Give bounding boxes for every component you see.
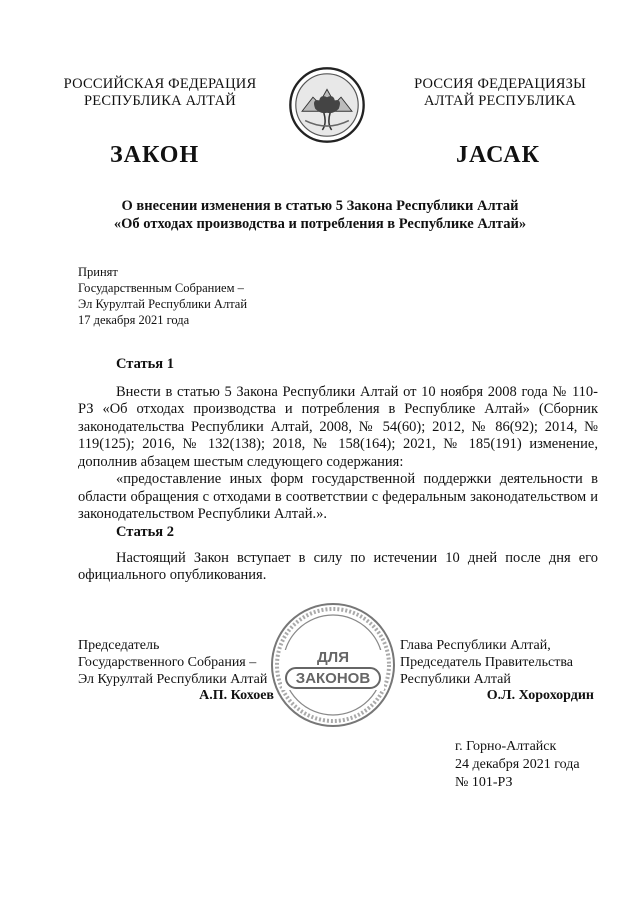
signature-right	[400, 637, 600, 688]
document-title	[40, 197, 600, 233]
article-1-paragraph-2: «предоставление иных форм государственной поддержки деятельности в области обращения с отходами в соответствии с федеральным законодательством и законодательством Республики Алтай.».	[78, 471, 598, 522]
place-and-date	[455, 738, 580, 792]
header-right	[380, 76, 620, 110]
article-1-heading: Статья 1	[116, 356, 174, 372]
stamp-line-2: ЗАКОНОВ	[295, 670, 371, 687]
signature-right-line-1: Глава Республики Алтай,	[400, 638, 551, 653]
coat-of-arms-emblem	[288, 66, 366, 144]
law-number: № 101-РЗ	[455, 775, 513, 790]
header-right-line-1: РОССИЯ ФЕДЕРАЦИЯЗЫ	[414, 76, 586, 92]
header-right-line-2: АЛТАЙ РЕСПУБЛИКА	[424, 93, 576, 109]
article-2	[78, 524, 598, 585]
signatory-name-left: А.П. Кохоев	[199, 688, 274, 703]
header-left	[40, 76, 280, 110]
header-left-line-1: РОССИЙСКАЯ ФЕДЕРАЦИЯ	[63, 76, 257, 92]
article-2-paragraph-1: Настоящий Закон вступает в силу по истечении 10 дней после дня его официального опубликования.	[78, 549, 598, 583]
stamp-seal	[268, 600, 398, 730]
law-title-russian: ЗАКОН	[110, 142, 200, 168]
article-2-heading: Статья 2	[116, 524, 174, 540]
accepted-line-1: Принят	[78, 265, 118, 279]
accepted-date: 17 декабря 2021 года	[78, 313, 190, 327]
signature-left	[78, 637, 278, 688]
signatory-name-right: О.Л. Хорохордин	[486, 688, 594, 703]
stamp-line-1: ДЛЯ	[317, 649, 349, 666]
article-1-paragraph-1: Внести в статью 5 Закона Республики Алтай от 10 ноября 2008 года № 110-РЗ «Об отходах производства и потребления в Республике Алтай» (Сборник законодательства Республики Алтай, 2008, № 54(60); 2012, № 86(92); 2014, № 119(125); 2016, № 132(138); 2018, № 158(164); 2021, № 185(191) изменение, дополнив абзацем шестым следующего содержания:	[78, 383, 598, 470]
document-title-line-2: «Об отходах производства и потребления в Республике Алтай»	[113, 216, 527, 232]
law-date: 24 декабря 2021 года	[455, 757, 580, 772]
header-left-line-2: РЕСПУБЛИКА АЛТАЙ	[84, 93, 236, 109]
signature-left-line-2: Государственного Собрания –	[78, 655, 257, 670]
signature-left-line-3: Эл Курултай Республики Алтай	[78, 672, 268, 687]
place-city: г. Горно-Алтайск	[455, 739, 557, 754]
accepted-block	[78, 264, 247, 328]
signature-left-line-1: Председатель	[78, 638, 160, 653]
article-1	[78, 356, 598, 524]
document-title-line-1: О внесении изменения в статью 5 Закона Республики Алтай	[121, 198, 519, 214]
signature-right-line-3: Республики Алтай	[400, 672, 511, 687]
accepted-line-3: Эл Курултай Республики Алтай	[78, 297, 248, 311]
accepted-line-2: Государственным Собранием –	[78, 281, 244, 295]
law-title-altai: JАСАК	[456, 142, 541, 168]
signature-right-line-2: Председатель Правительства	[400, 655, 573, 670]
